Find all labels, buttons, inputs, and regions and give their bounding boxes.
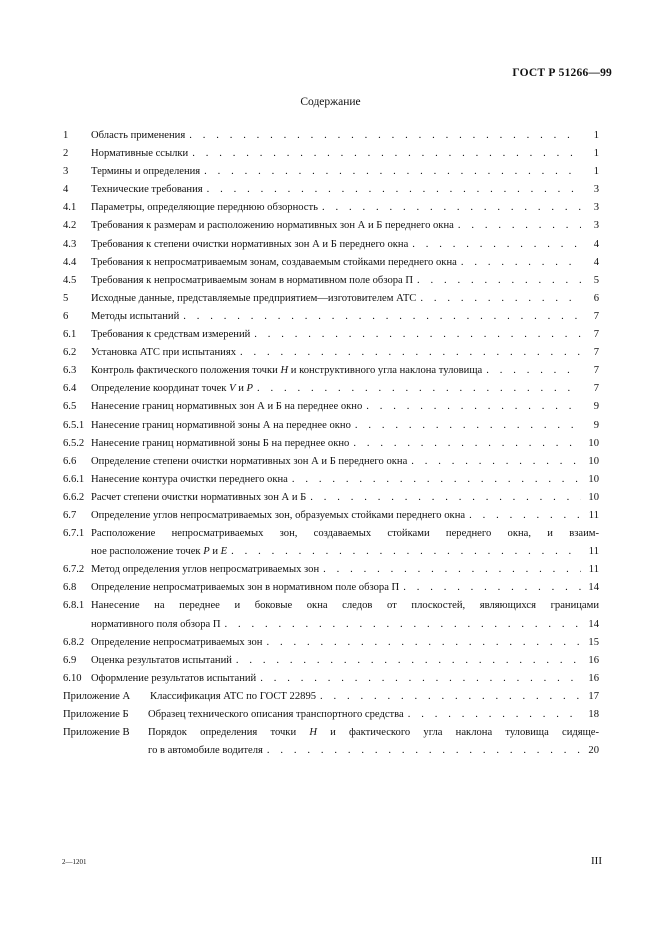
toc-entry-number: 6.10 [63,672,82,684]
toc-entry-6-4[interactable] [63,380,599,398]
table-of-contents [63,127,599,760]
toc-entry-6-6[interactable] [63,453,599,471]
leader-dots [461,254,581,272]
toc-entry-text: Термины и определения [91,166,201,178]
toc-entry-number: 4.4 [63,256,77,268]
leader-dots [207,181,581,199]
toc-entry-page: 6 [593,292,599,304]
toc-entry-number: 6.5.1 [63,419,85,431]
toc-entry-text: Требования к размерам и расположению нормативных зон А и Б переднего окна [91,220,454,232]
leader-dots [323,561,581,579]
toc-entry-6-5-1[interactable] [63,417,599,435]
leader-dots [353,435,581,453]
toc-entry-6-6-2[interactable] [63,489,599,507]
leader-dots [183,308,581,326]
toc-entry-6-8-1[interactable] [63,597,599,633]
toc-entry-4-1[interactable] [63,199,599,217]
leader-dots [412,236,581,254]
toc-entry-page: 11 [588,509,599,521]
toc-entry-text: Нанесение контура очистки переднего окна [91,473,288,485]
leader-dots [420,290,581,308]
toc-entry-number: 6.6.1 [63,473,85,485]
toc-entry-page: 5 [593,274,599,286]
toc-entry-text: Нанесение границ нормативной зоны Б на переднее окно [91,437,350,449]
toc-entry-6-8-2[interactable] [63,634,599,652]
toc-entry-text: Нанесение на переднее и боковые окна следов от плоскостей, являющихся границами [91,600,599,612]
toc-entry-page: 7 [593,383,599,395]
leader-dots [408,706,581,724]
toc-entry-page: 14 [588,618,599,630]
toc-entry-4-3[interactable] [63,236,599,254]
leader-dots [240,344,581,362]
toc-entry-number: 6.5.2 [63,437,85,449]
toc-entry-number: 2 [63,148,69,160]
toc-entry-page: 3 [593,202,599,214]
toc-entry-number: 4.3 [63,238,77,250]
toc-entry-3[interactable] [63,163,599,181]
leader-dots [322,199,581,217]
toc-entry-text-cont: нормативного поля обзора П [91,618,221,630]
toc-entry-page: 7 [593,365,599,377]
document-id: ГОСТ Р 51266—99 [512,67,612,79]
leader-dots [458,217,581,235]
toc-entry-text: Контроль фактического положения точки H и конструктивного угла наклона туловища [91,365,483,377]
toc-title: Содержание [300,96,361,108]
toc-entry-text: Оценка результатов испытаний [91,654,232,666]
toc-entry-1[interactable] [63,127,599,145]
toc-entry-page: 16 [588,654,599,666]
leader-dots [266,634,581,652]
toc-entry-number: 4 [63,184,69,196]
toc-entry-number: 6.6.2 [63,491,85,503]
toc-entry-page: 3 [593,184,599,196]
toc-entry-text: Нанесение границ нормативной зоны А на переднее окно [91,419,351,431]
toc-entry-number: 5 [63,292,69,304]
toc-entry-number: 6.8.2 [63,636,85,648]
toc-entry-number: 6.7.2 [63,564,85,576]
appendix-label: Приложение Б [63,709,129,720]
toc-entry-page: 4 [593,256,599,268]
appendix-label: Приложение В [63,727,130,739]
toc-appendix-1[interactable] [63,706,599,724]
toc-entry-6-5-2[interactable] [63,435,599,453]
toc-entry-6[interactable] [63,308,599,326]
toc-entry-page: 9 [593,419,599,431]
toc-entry-page: 10 [588,491,599,503]
toc-entry-text-cont: ное расположение точек P и E [91,546,228,558]
toc-entry-page: 1 [593,166,599,178]
leader-dots [254,326,581,344]
leader-dots [192,145,581,163]
leader-dots [267,742,581,760]
toc-entry-text: Метод определения углов непросматриваемых зон [91,564,320,576]
toc-entry-4-5[interactable] [63,272,599,290]
toc-entry-text: Нанесение границ нормативных зон А и Б на переднее окно [91,401,363,413]
toc-entry-number: 6.6 [63,455,77,467]
toc-entry-6-9[interactable] [63,652,599,670]
toc-entry-text: Определение степени очистки нормативных зон А и Б переднего окна [91,455,408,467]
appendix-text: Порядок определения точки H и фактического угла наклона туловища сидяще- [148,727,600,739]
page-number: III [591,855,602,867]
leader-dots [292,471,581,489]
toc-entry-page: 1 [593,148,599,160]
toc-entry-number: 6.7 [63,509,77,521]
toc-entry-page: 4 [593,238,599,250]
toc-entry-number: 6.7.1 [63,528,85,540]
toc-entry-page: 14 [588,582,599,594]
toc-entry-page: 10 [588,437,599,449]
leader-dots [320,688,581,706]
toc-entry-text: Технические требования [91,184,203,196]
leader-dots [355,417,581,435]
toc-entry-text: Требования к непросматриваемым зонам в нормативном поле обзора П [91,274,414,286]
toc-entry-page: 1 [593,130,599,141]
toc-entry-text: Расположение непросматриваемых зон, создаваемых стойками переднего окна, и взаим- [91,528,599,540]
toc-entry-text: Требования к степени очистки нормативных зон А и Б переднего окна [91,238,409,250]
toc-entry-text: Установка АТС при испытаниях [91,347,237,359]
leader-dots [417,272,581,290]
toc-entry-text: Требования к средствам измерений [91,329,251,341]
toc-entry-5[interactable] [63,290,599,308]
toc-entry-text: Область применения [91,130,186,141]
leader-dots [189,127,581,145]
appendix-label: Приложение А [63,690,131,702]
toc-entry-number: 6.8.1 [63,600,85,612]
toc-entry-6-1[interactable] [63,326,599,344]
leader-dots [411,453,581,471]
leader-dots [486,362,581,380]
toc-entry-number: 4.2 [63,220,77,232]
toc-entry-page: 16 [588,672,599,684]
toc-entry-text: Оформление результатов испытаний [91,672,257,684]
toc-entry-6-7[interactable] [63,507,599,525]
toc-entry-4-2[interactable] [63,217,599,235]
leader-dots [366,398,581,416]
toc-entry-number: 3 [63,166,69,178]
toc-entry-text: Нормативные ссылки [91,148,189,160]
toc-entry-number: 6.1 [63,329,77,341]
toc-entry-number: 6.5 [63,401,77,413]
toc-entry-number: 6.3 [63,365,77,377]
toc-entry-6-6-1[interactable] [63,471,599,489]
leader-dots [257,380,581,398]
toc-entry-number: 4.5 [63,274,77,286]
toc-entry-page: 7 [593,329,599,341]
toc-entry-page: 7 [593,310,599,322]
toc-entry-page: 11 [588,546,599,558]
toc-entry-text: Расчет степени очистки нормативных зон А и Б [91,491,307,503]
toc-entry-number: 4.1 [63,202,77,214]
toc-entry-text: Методы испытаний [91,310,180,322]
toc-entry-text: Определение углов непросматриваемых зон, образуемых стойками переднего окна [91,509,466,521]
toc-entry-6-8[interactable] [63,579,599,597]
toc-entry-number: 6 [63,310,69,322]
toc-entry-text: Требования к непросматриваемым зонам, создаваемым стойками переднего окна [91,256,457,268]
leader-dots [260,670,581,688]
toc-entry-page: 17 [588,690,599,702]
toc-entry-text: Определение координат точек V и P [91,383,254,395]
toc-entry-page: 11 [588,564,599,576]
toc-entry-6-7-2[interactable] [63,561,599,579]
sheet-mark: 2—1201 [62,858,87,866]
toc-entry-page: 18 [588,709,599,720]
toc-entry-6-7-1[interactable] [63,525,599,561]
toc-entry-number: 1 [63,130,69,141]
toc-entry-text: Исходные данные, представляемые предприятием—изготовителем АТС [91,292,417,304]
toc-entry-page: 15 [588,636,599,648]
toc-entry-number: 6.9 [63,654,77,666]
leader-dots [225,616,582,634]
toc-entry-page: 10 [588,473,599,485]
appendix-text: Классификация АТС по ГОСТ 22895 [150,690,317,702]
toc-appendix-0[interactable] [63,688,599,706]
toc-entry-6-5[interactable] [63,398,599,416]
toc-entry-6-2[interactable] [63,344,599,362]
appendix-text: Образец технического описания транспортного средства [148,709,404,720]
leader-dots [204,163,581,181]
leader-dots [310,489,581,507]
toc-entry-4-4[interactable] [63,254,599,272]
leader-dots [236,652,581,670]
toc-entry-number: 6.2 [63,347,77,359]
toc-entry-text: Определение непросматриваемых зон [91,636,263,648]
toc-entry-6-3[interactable] [63,362,599,380]
toc-entry-page: 3 [593,220,599,232]
leader-dots [469,507,581,525]
toc-appendix-v[interactable] [63,724,599,760]
toc-entry-page: 10 [588,455,599,467]
appendix-text-cont: го в автомобиле водителя [148,745,263,757]
toc-entry-page: 20 [588,745,599,757]
toc-entry-text: Параметры, определяющие переднюю обзорность [91,202,318,214]
toc-entry-4[interactable] [63,181,599,199]
toc-entry-text: Определение непросматриваемых зон в нормативном поле обзора П [91,582,400,594]
toc-entry-6-10[interactable] [63,670,599,688]
toc-entry-2[interactable] [63,145,599,163]
leader-dots [231,543,581,561]
leader-dots [403,579,581,597]
toc-entry-page: 9 [593,401,599,413]
toc-entry-number: 6.4 [63,383,77,395]
toc-entry-page: 7 [593,347,599,359]
toc-entry-number: 6.8 [63,582,77,594]
